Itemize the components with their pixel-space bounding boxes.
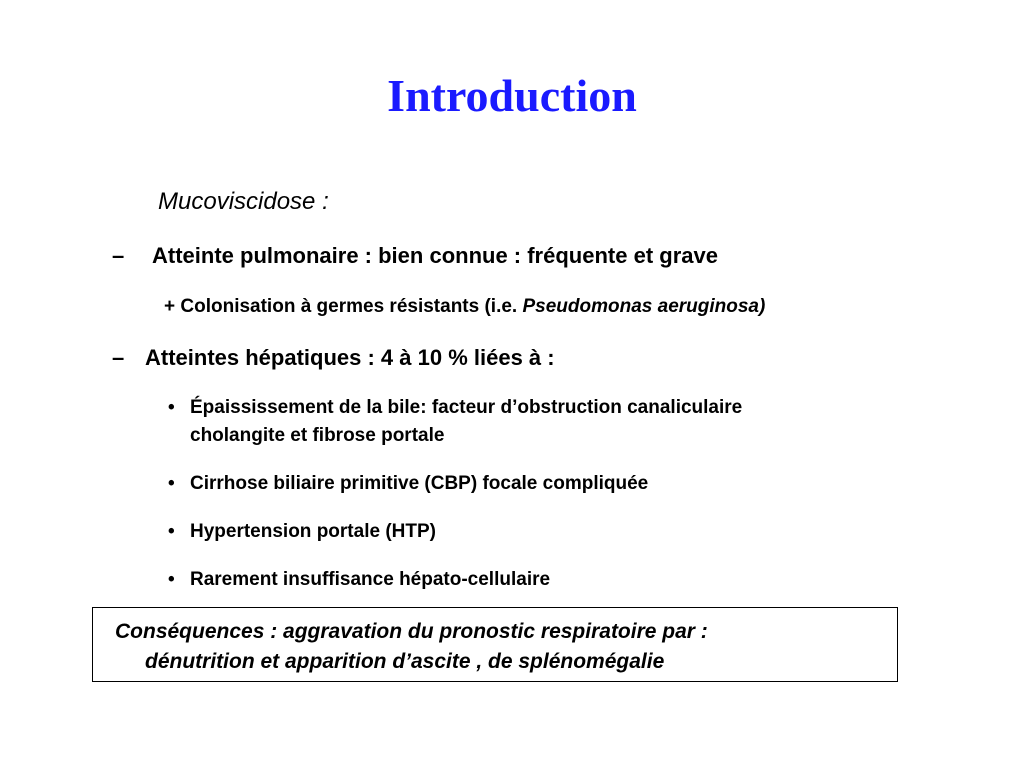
item-pulmonary-text: Atteinte pulmonaire : bien connue : fréquente et grave: [152, 243, 718, 268]
item-hepatic-text: Atteintes hépatiques : 4 à 10 % liées à :: [145, 345, 555, 370]
dash-marker: –: [112, 243, 125, 268]
consequences-box: [92, 607, 898, 682]
bullet-marker: •: [168, 521, 175, 542]
item-colonisation-text: + Colonisation à germes résistants (i.e.: [164, 296, 523, 317]
consequences-line: dénutrition et apparition d’ascite , de splénomégalie: [145, 650, 665, 673]
bullet-marker: •: [168, 569, 175, 590]
bullet-marker: •: [168, 397, 175, 418]
bullet-item-line: Épaississement de la bile: facteur d’obstruction canaliculaire: [190, 397, 743, 418]
bullet-marker: •: [168, 473, 175, 494]
bullet-item-text: Rarement insuffisance hépato-cellulaire: [190, 569, 551, 590]
bullet-item-text: Hypertension portale (HTP): [190, 521, 436, 542]
bullet-item-text: Cirrhose biliaire primitive (CBP) focale compliquée: [190, 473, 649, 494]
bullet-item-text: [190, 394, 742, 450]
subheading-mucoviscidose: Mucoviscidose :: [158, 188, 329, 215]
bullet-item-line: cholangite et fibrose portale: [190, 425, 445, 446]
dash-marker: –: [112, 345, 125, 370]
item-colonisation: [164, 294, 765, 320]
item-colonisation-species: Pseudomonas aeruginosa): [522, 296, 766, 317]
consequences-line: Conséquences : aggravation du pronostic respiratoire par :: [115, 620, 708, 643]
slide-title: Introduction: [387, 70, 637, 121]
